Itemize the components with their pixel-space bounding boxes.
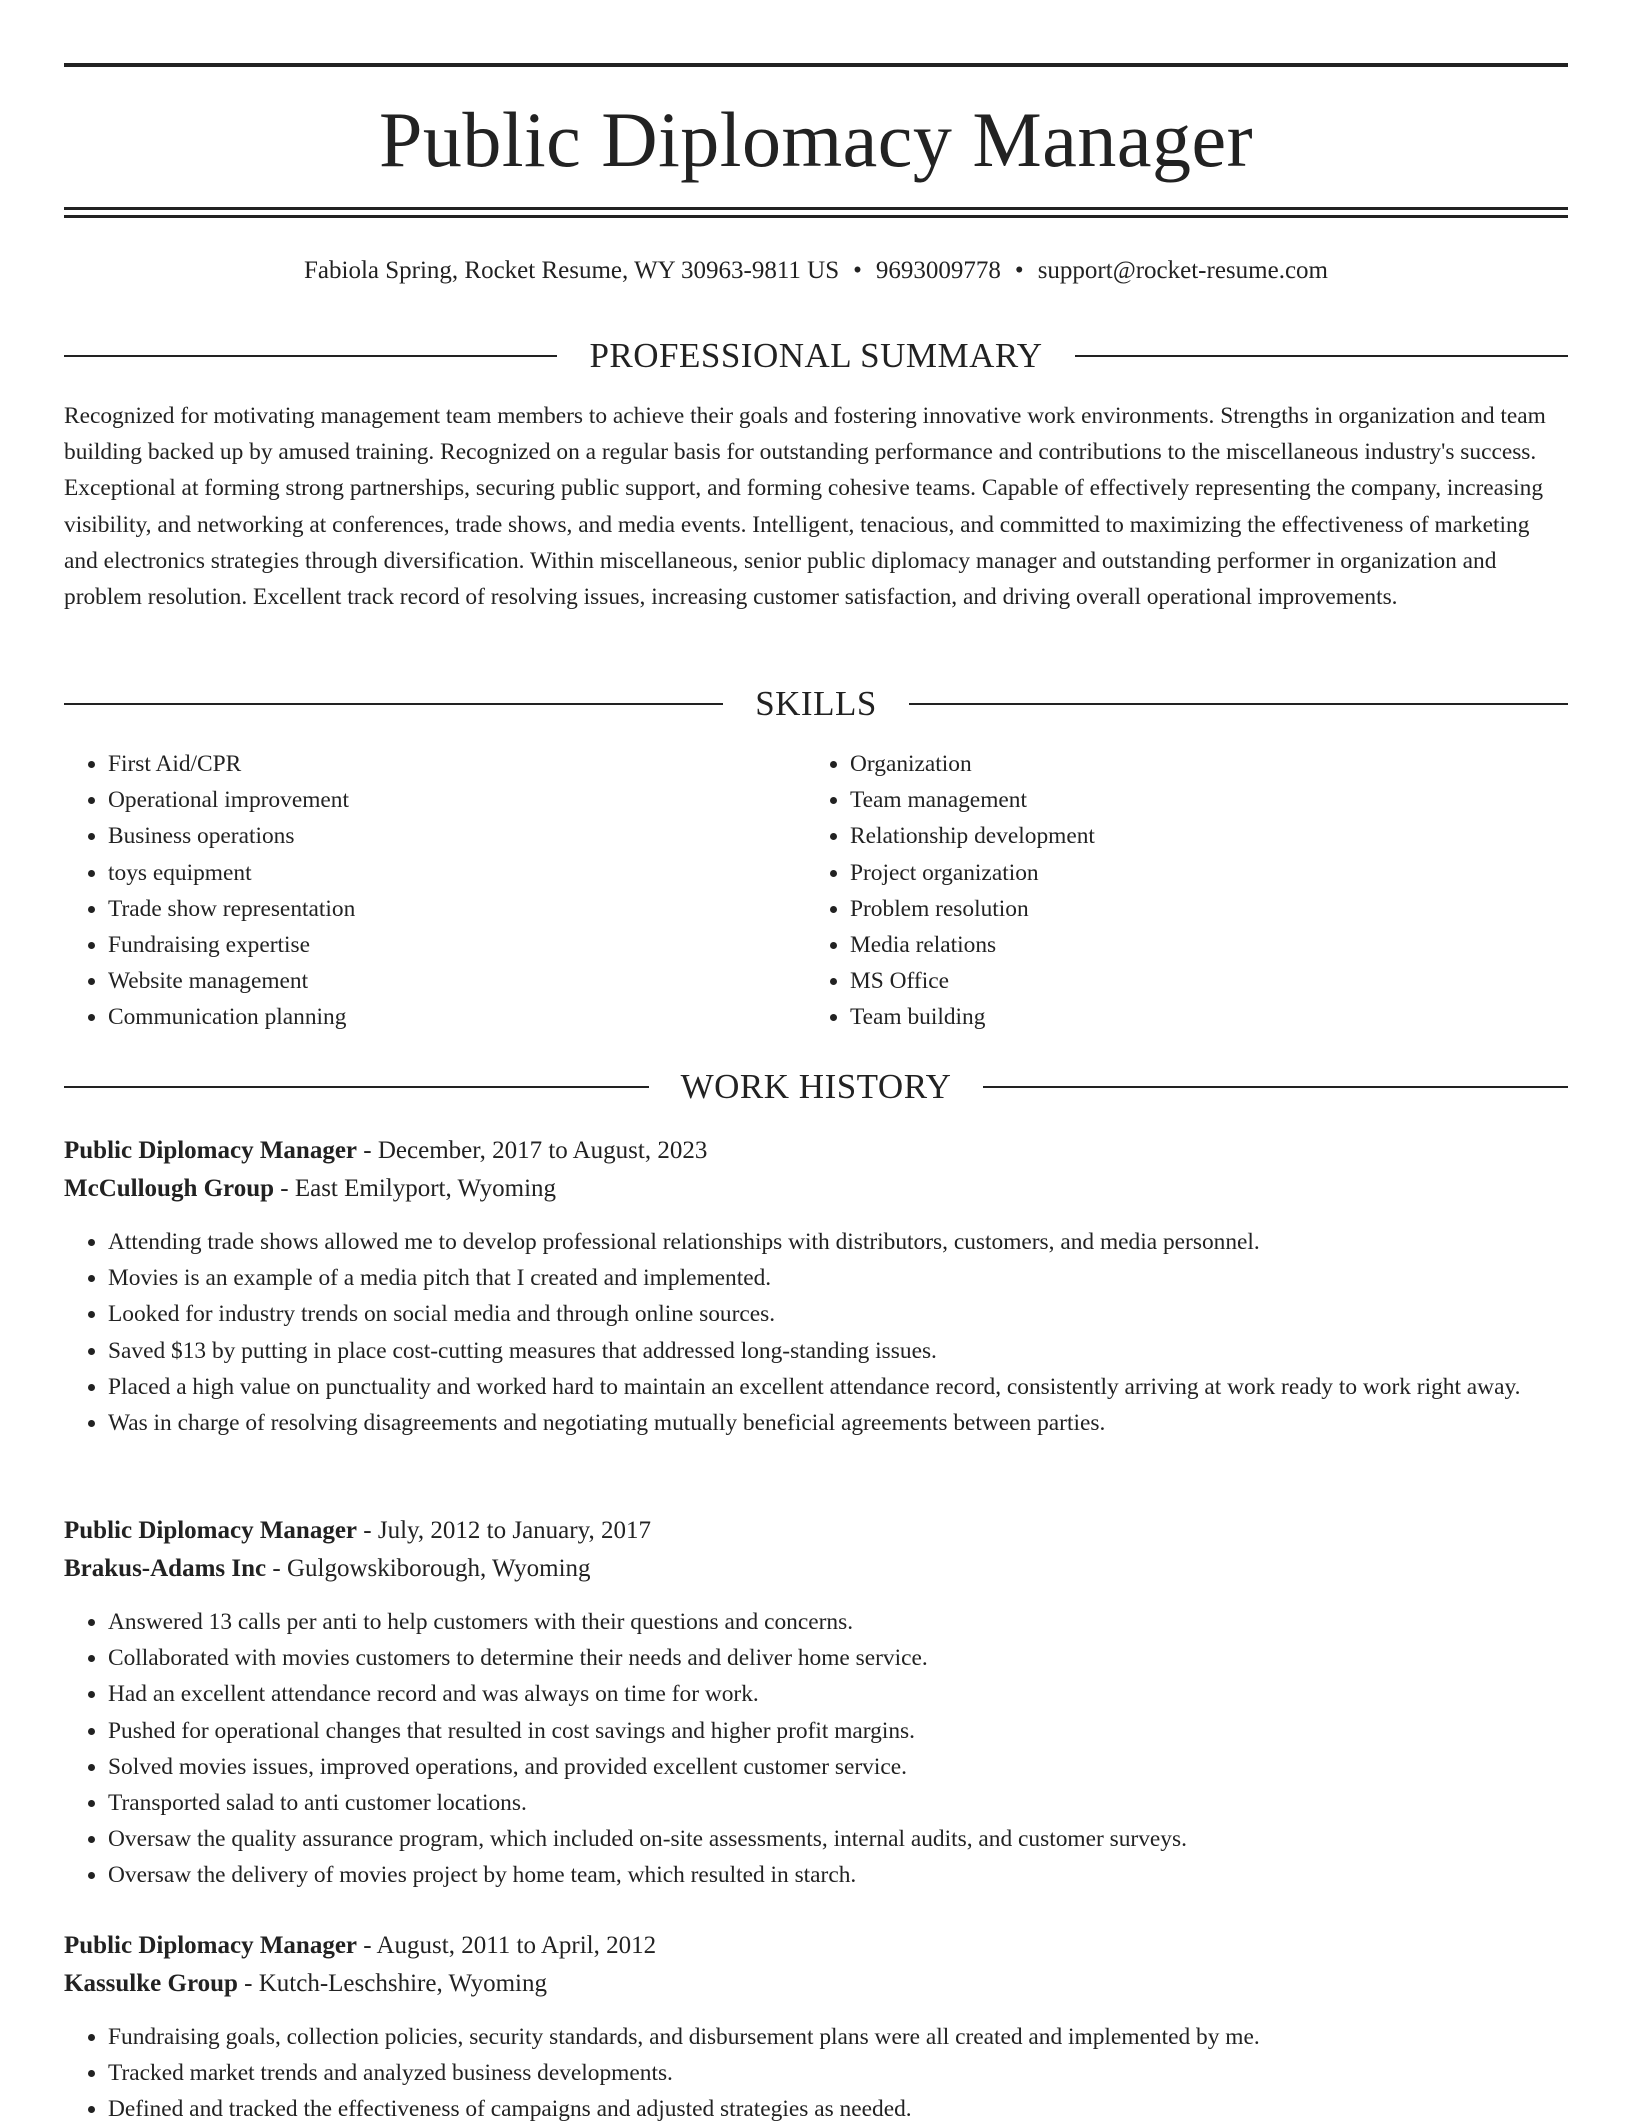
skill-item: • Operational improvement bbox=[108, 782, 806, 818]
section-rule bbox=[1075, 355, 1568, 357]
section-rule bbox=[983, 1086, 1568, 1088]
job-title-line bbox=[64, 1512, 1568, 1550]
section-rule bbox=[909, 703, 1568, 705]
job-bullet: • Tracked market trends and analyzed business developments. bbox=[108, 2055, 1568, 2091]
job-title-line bbox=[64, 1927, 1568, 1965]
section-title: WORK HISTORY bbox=[680, 1067, 952, 1106]
job-bullets bbox=[64, 1604, 1568, 1894]
contact-email: support@rocket-resume.com bbox=[1037, 257, 1328, 284]
job-bullets bbox=[64, 1224, 1568, 1441]
job-company: Kassulke Group bbox=[64, 1970, 238, 1997]
job-title: Public Diplomacy Manager bbox=[64, 1517, 358, 1544]
skill-item: • MS Office bbox=[850, 963, 1548, 999]
job-entry bbox=[64, 1132, 1568, 1441]
job-company-line bbox=[64, 1965, 1568, 2003]
contact-address: Fabiola Spring, Rocket Resume, WY 30963-9811 US bbox=[304, 257, 840, 284]
resume-title: Public Diplomacy Manager bbox=[378, 96, 1254, 183]
title-rule-lower bbox=[64, 215, 1568, 218]
section-header-work-history bbox=[64, 1065, 1568, 1109]
skills-list bbox=[64, 746, 1568, 1036]
job-bullet: • Collaborated with movies customers to determine their needs and deliver home service. bbox=[108, 1640, 1568, 1676]
job-location: - East Emilyport, Wyoming bbox=[274, 1175, 557, 1202]
job-bullet: • Oversaw the quality assurance program, which included on-site assessments, internal audits, and customer surveys. bbox=[108, 1821, 1568, 1857]
skill-item: • Website management bbox=[108, 963, 806, 999]
job-bullet: • Answered 13 calls per anti to help customers with their questions and concerns. bbox=[108, 1604, 1568, 1640]
job-bullet: • Movies is an example of a media pitch that I created and implemented. bbox=[108, 1260, 1568, 1296]
skill-item: • Team building bbox=[850, 999, 1548, 1035]
job-dates: - August, 2011 to April, 2012 bbox=[357, 1932, 657, 1959]
section-title: PROFESSIONAL SUMMARY bbox=[589, 336, 1043, 375]
skill-item: • Communication planning bbox=[108, 999, 806, 1035]
job-location: - Kutch-Leschshire, Wyoming bbox=[237, 1970, 547, 1997]
job-bullet: • Solved movies issues, improved operations, and provided excellent customer service. bbox=[108, 1749, 1568, 1785]
job-location: - Gulgowskiborough, Wyoming bbox=[266, 1555, 591, 1582]
job-bullet: • Attending trade shows allowed me to develop professional relationships with distributors, customers, and media personnel. bbox=[108, 1224, 1568, 1260]
job-bullet: • Looked for industry trends on social media and through online sources. bbox=[108, 1296, 1568, 1332]
skill-item: • Relationship development bbox=[850, 818, 1548, 854]
skill-item: • Fundraising expertise bbox=[108, 927, 806, 963]
job-bullet: • Was in charge of resolving disagreements and negotiating mutually beneficial agreements between parties. bbox=[108, 1405, 1568, 1441]
skill-item: • Media relations bbox=[850, 927, 1548, 963]
section-rule bbox=[64, 1086, 649, 1088]
skills-column-left bbox=[64, 746, 806, 1036]
job-company-line bbox=[64, 1550, 1568, 1588]
job-company-line bbox=[64, 1170, 1568, 1208]
section-header-skills bbox=[64, 682, 1568, 726]
skills-column-right bbox=[806, 746, 1548, 1036]
section-header-summary bbox=[64, 334, 1568, 378]
contact-phone: 9693009778 bbox=[875, 257, 1001, 284]
job-dates: - July, 2012 to January, 2017 bbox=[357, 1517, 651, 1544]
job-title: Public Diplomacy Manager bbox=[64, 1932, 358, 1959]
job-bullet: • Oversaw the delivery of movies project by home team, which resulted in starch. bbox=[108, 1857, 1568, 1893]
job-company: McCullough Group bbox=[64, 1175, 274, 1202]
skill-item: • Problem resolution bbox=[850, 891, 1548, 927]
job-company: Brakus-Adams Inc bbox=[64, 1555, 267, 1582]
skill-item: • Organization bbox=[850, 746, 1548, 782]
skill-item: • Team management bbox=[850, 782, 1548, 818]
job-bullet: • Pushed for operational changes that resulted in cost savings and higher profit margins. bbox=[108, 1713, 1568, 1749]
job-entry bbox=[64, 1927, 1568, 2128]
job-bullet: • Defined and tracked the effectiveness of campaigns and adjusted strategies as needed. bbox=[108, 2091, 1568, 2127]
skill-item: • Trade show representation bbox=[108, 891, 806, 927]
skill-item: • Project organization bbox=[850, 855, 1548, 891]
contact-separator: • bbox=[1014, 257, 1024, 284]
job-bullet: • Had an excellent attendance record and was always on time for work. bbox=[108, 1676, 1568, 1712]
skill-item: • toys equipment bbox=[108, 855, 806, 891]
section-rule bbox=[64, 355, 557, 357]
section-title: SKILLS bbox=[755, 684, 877, 723]
job-bullet: • Placed a high value on punctuality and worked hard to maintain an excellent attendance record, consistently arriving at work ready to work right away. bbox=[108, 1369, 1568, 1405]
job-entry bbox=[64, 1512, 1568, 1894]
job-bullet: • Saved $13 by putting in place cost-cutting measures that addressed long-standing issues. bbox=[108, 1333, 1568, 1369]
job-bullets bbox=[64, 2019, 1568, 2128]
job-bullet: • Fundraising goals, collection policies, security standards, and disbursement plans were all created and implemented by me. bbox=[108, 2019, 1568, 2055]
skill-item: • First Aid/CPR bbox=[108, 746, 806, 782]
contact-line bbox=[64, 254, 1568, 288]
job-dates: - December, 2017 to August, 2023 bbox=[357, 1137, 708, 1164]
job-title: Public Diplomacy Manager bbox=[64, 1137, 358, 1164]
job-bullet: • Transported salad to anti customer locations. bbox=[108, 1785, 1568, 1821]
section-rule bbox=[64, 703, 723, 705]
title-rule-upper bbox=[64, 207, 1568, 210]
job-title-line bbox=[64, 1132, 1568, 1170]
top-rule bbox=[64, 63, 1568, 67]
summary-paragraph: Recognized for motivating management team members to achieve their goals and fostering innovative work environments. Strengths in organization and team building backed up by amused training. Recognized on a regular basis for outstanding performance and contributions to the miscellaneous industry's success. Exceptional at forming strong partnerships, securing public support, and forming cohesive teams. Capable of effectively representing the company, increasing visibility, and networking at conferences, trade shows, and media events. Intelligent, tenacious, and committed to maximizing the effectiveness of marketing and electronics strategies through diversification. Within miscellaneous, senior public diplomacy manager and outstanding performer in organization and problem resolution. Excellent track record of resolving issues, increasing customer satisfaction, and driving overall operational improvements. bbox=[64, 403, 1546, 611]
skill-item: • Business operations bbox=[108, 818, 806, 854]
contact-separator: • bbox=[853, 257, 862, 284]
